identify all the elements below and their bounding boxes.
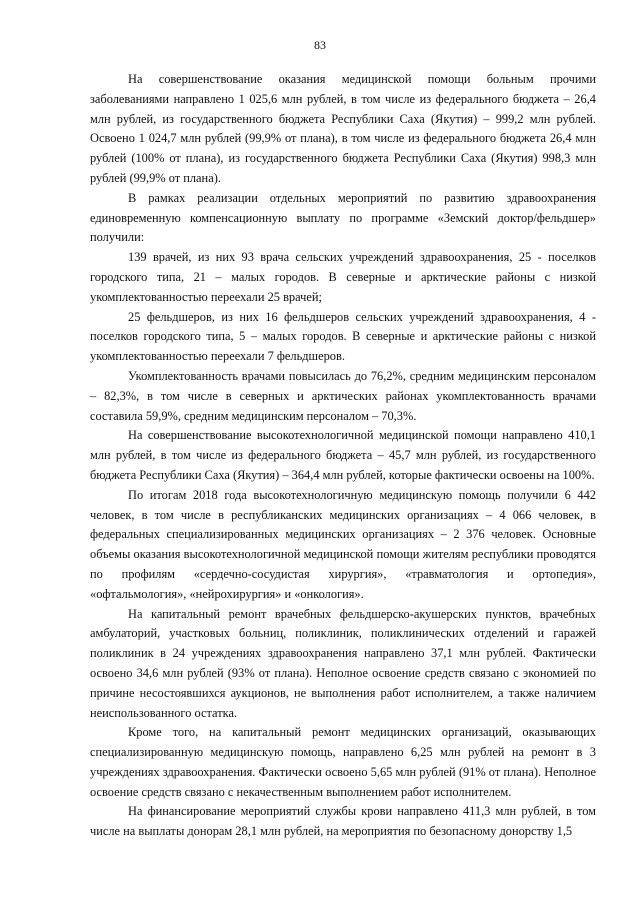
paragraph-prochie-zabolevaniya: На совершенствование оказания медицинской помощи больным прочими заболеваниями направлено 1 025,6 млн рублей, в том числе из федерального бюджета – 26,4 млн рублей, из государственного бюджета Республики Саха (Якутия) – 999,2 млн рублей. Освоено 1 024,7 млн рублей (99,9% от плана), в том числе из федерального бюджета 26,4 млн рублей (100% от плана), из государственного бюджета Республики Саха (Якутия) 998,3 млн рублей (99,9% от плана). <box>90 72 596 185</box>
document-body <box>90 70 596 842</box>
paragraph-vrachi: 139 врачей, из них 93 врача сельских учреждений здравоохранения, 25 - поселков городского типа, 21 – малых городов. В северные и арктические районы с низкой укомплектованностью переехали 25 врачей; <box>90 250 596 304</box>
paragraph-ukomplektovannost: Укомплектованность врачами повысилась до 76,2%, средним медицинским персоналом – 82,3%, в том числе в северных и арктических районах укомплектованность врачами составила 59,9%, средним медицинским персоналом – 70,3%. <box>90 368 596 423</box>
paragraph-feldshery: 25 фельдшеров, из них 16 фельдшеров сельских учреждений здравоохранения, 4 - поселков городского типа, 5 – малых городов. В северные и арктические районы с низкой укомплектованностью переехали 7 фельдшеров. <box>90 309 596 364</box>
paragraph-sluzhba-krovi: На финансирование мероприятий службы крови направлено 411,3 млн рублей, в том числе на выплаты донорам 28,1 млн рублей, на мероприятия по безопасному донорству 1,5 <box>90 804 596 839</box>
paragraph-kapremont-fap: На капитальный ремонт врачебных фельдшерско-акушерских пунктов, врачебных амбулаторий, участковых больниц, поликлиник, поликлинических отделений и гаражей поликлиник в 24 учреждениях здравоохранения направлено 37,1 млн рублей. Фактически освоено 34,6 млн рублей (93% от плана). Неполное освоение средств связано с экономией по причине несостоявшихся аукционов, не выполнения работ исполнителем, а также наличием неиспользованного остатка. <box>90 606 596 720</box>
paragraph-kapremont-specialized: Кроме того, на капитальный ремонт медицинских организаций, оказывающих специализированную медицинскую помощь, направлено 6,25 млн рублей на ремонт в 3 учреждениях здравоохранения. Фактически освоено 5,65 млн рублей (91% от плана). Неполное освоение средств связано с некачественным выполнением работ исполнителем. <box>90 725 596 799</box>
paragraph-vmp-results: По итогам 2018 года высокотехнологичную медицинскую помощь получили 6 442 человек, в том числе в республиканских медицинских организациях – 4 066 человек, в федеральных специализированных медицинских организациях – 2 376 человек. Основные объемы оказания высокотехнологичной медицинской помощи жителям республики проводятся по профилям «сердечно-сосудистая хирургия», «травматология и ортопедия», «офтальмология», «нейрохирургия» и «онкология». <box>90 487 596 601</box>
page-number: 83 <box>314 38 326 52</box>
paragraph-zemsky-doktor-intro: В рамках реализации отдельных мероприятий по развитию здравоохранения единовременную компенсационную выплату по программе «Земский доктор/фельдшер» получили: <box>90 190 596 245</box>
paragraph-vmp-financing: На совершенствование высокотехнологичной медицинской помощи направлено 410,1 млн рублей, в том числе из федерального бюджета – 45,7 млн рублей, из государственного бюджета Республики Саха (Якутия) – 364,4 млн рублей, которые фактически освоены на 100%. <box>90 428 596 482</box>
